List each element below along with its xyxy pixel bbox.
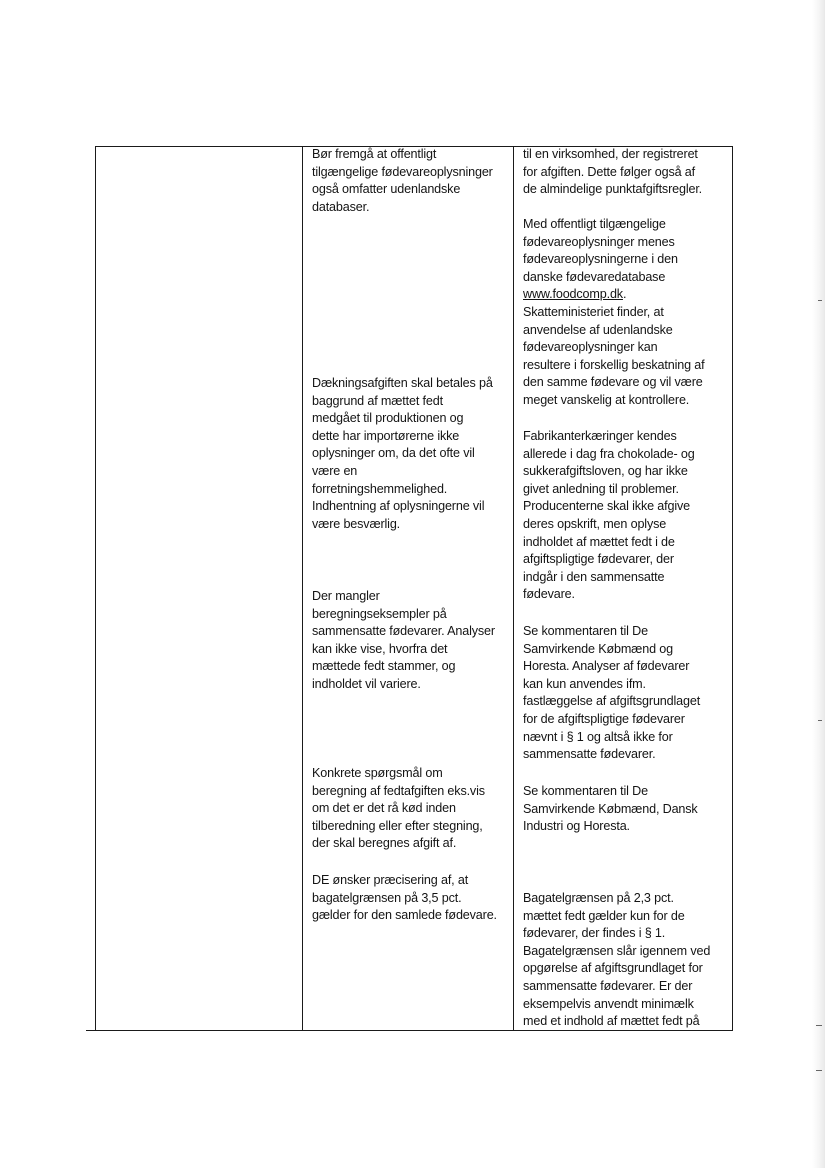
response-registration: til en virksomhed, der registreret for afgiften. Dette følger også af de almindelige punktafgiftsregler. [523, 147, 703, 197]
scan-mark [816, 1025, 822, 1026]
comment-calculation-examples: Der mangler beregningseksempler på sammensatte fødevarer. Analyser kan ikke vise, hvorfra det mættede fedt stammer, og indholdet vil variere. [312, 589, 495, 691]
scan-mark [818, 300, 822, 301]
table-left-border [95, 146, 96, 1030]
scan-edge [812, 0, 825, 1168]
foodcomp-link[interactable]: www.foodcomp.dk [523, 287, 623, 301]
scan-mark [816, 1070, 822, 1071]
comment-databases: Bør fremgå at offentligt tilgængelige fødevareoplysninger også omfatter udenlandske databaser. [312, 147, 493, 214]
response-manufacturer-declarations: Fabrikanterkæringer kendes allerede i dag fra chokolade- og sukkerafgiftsloven, og har ikke givet anledning til problemer. Producenterne skal ikke afgive deres opskrift, men oplyse indholdet af mættet fedt i de afgiftspligtige fødevarer, der indgår i den sammensatte fødevare. [523, 429, 695, 602]
response-analyses: Se kommentaren til De Samvirkende Købmænd og Horesta. Analyser af fødevarer kan kun anvendes ifm. fastlæggelse af afgiftsgrundlaget for de afgiftspligtige fødevarer nævnt i § 1 og altså ikke for sammensatte fødevarer. [523, 624, 701, 762]
column-divider-1 [302, 146, 303, 1031]
response-food-database-link-line [523, 286, 733, 304]
column-divider-2 [513, 146, 514, 1031]
scan-mark [818, 720, 822, 721]
response-threshold: Bagatelgrænsen på 2,3 pct. mættet fedt gælder kun for de fødevarer, der findes i § 1. Bagatelgrænsen slår igennem ved opgørelse af afgiftsgrundlaget for sammensatte fødevarer. Er der eksempelvis anvendt minimælk med et indhold af mættet fedt på [523, 891, 711, 1029]
comment-concrete-questions: Konkrete spørgsmål om beregning af fedtafgiften eks.vis om det er det rå kød inden tilberedning eller efter stegning, der skal beregnes afgift af. [312, 766, 485, 851]
comment-de-threshold: DE ønsker præcisering af, at bagatelgrænsen på 3,5 pct. gælder for den samlede fødevare. [312, 873, 497, 923]
link-suffix: . [622, 287, 627, 301]
response-foreign-data: Skatteministeriet finder, at anvendelse af udenlandske fødevareoplysninger kan resultere i forskellig beskatning af den samme fødevare og vil være meget vanskelig at kontrollere. [523, 305, 705, 407]
response-see-comment: Se kommentaren til De Samvirkende Købmænd, Dansk Industri og Horesta. [523, 784, 698, 834]
response-food-database-intro: Med offentligt tilgængelige fødevareoplysninger menes fødevareoplysningerne i den danske fødevaredatabase [523, 217, 678, 284]
comment-coverage-tax: Dækningsafgiften skal betales på baggrund af mættet fedt medgået til produktionen og dette har importørerne ikke oplysninger om, da det ofte vil være en forretningshemmelighed. Indhentning af oplysningerne vil være besværlig. [312, 376, 493, 531]
